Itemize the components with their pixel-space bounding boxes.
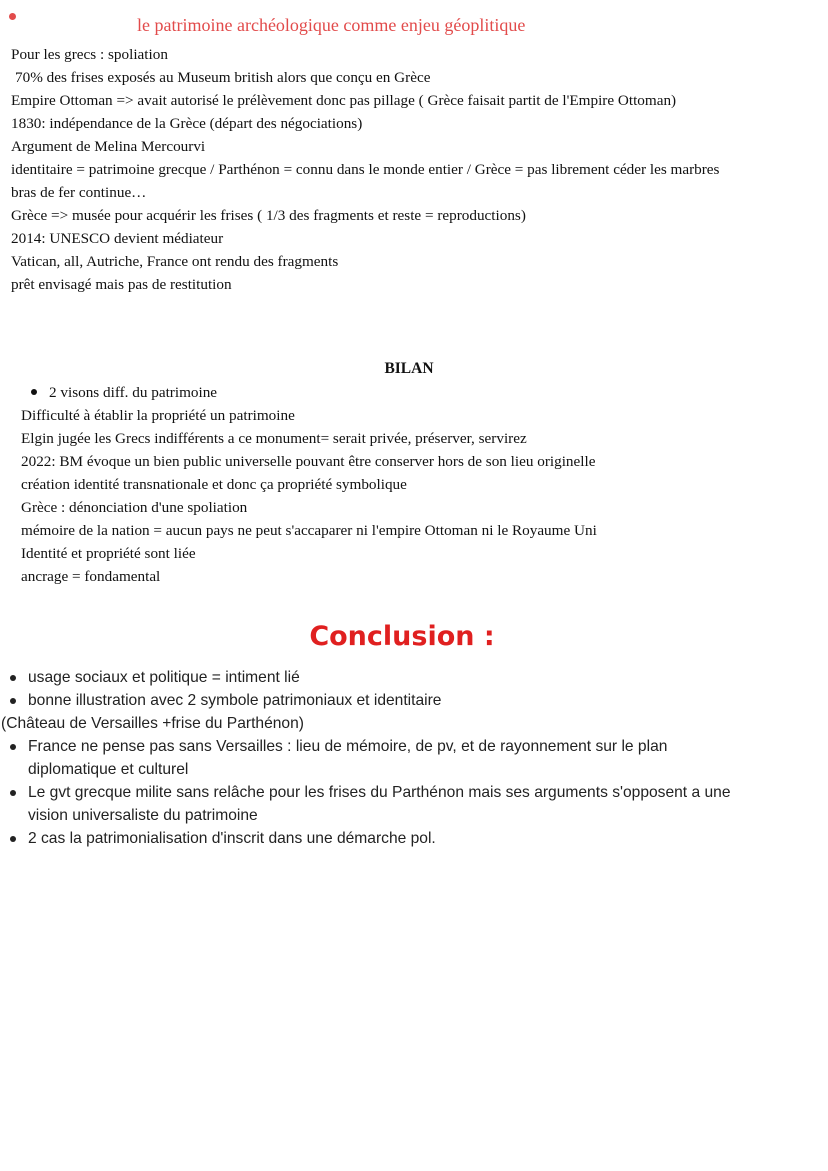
conclusion-bullet-4-line-2: vision universaliste du patrimoine xyxy=(28,807,258,824)
notes-line: identitaire = patrimoine grecque / Parthénon = connu dans le monde entier / Grèce = pas librement céder les marbres xyxy=(11,161,720,178)
section-notes xyxy=(11,43,811,296)
bilan-line: Grèce : dénonciation d'une spoliation xyxy=(21,499,248,516)
bullet-icon xyxy=(10,790,16,796)
bullet-icon xyxy=(10,698,16,704)
page-title: le patrimoine archéologique comme enjeu géoplitique xyxy=(137,15,526,35)
bilan-line: ancrage = fondamental xyxy=(21,568,161,585)
bullet-icon xyxy=(10,675,16,681)
bilan-line: Identité et propriété sont liée xyxy=(21,545,196,562)
conclusion-bullet-2: bonne illustration avec 2 symbole patrimoniaux et identitaire xyxy=(28,692,442,709)
notes-line: 70% des frises exposés au Museum british alors que conçu en Grèce xyxy=(15,69,431,86)
notes-line: 1830: indépendance de la Grèce (départ des négociations) xyxy=(11,115,363,132)
conclusion-bullet-3-line-2: diplomatique et culturel xyxy=(28,761,189,778)
notes-line: Empire Ottoman => avait autorisé le prélèvement donc pas pillage ( Grèce faisait partit de l'Empire Ottoman) xyxy=(11,92,677,109)
notes-line: Pour les grecs : spoliation xyxy=(11,46,168,63)
bilan-section xyxy=(21,404,811,588)
bilan-heading: BILAN xyxy=(384,360,434,377)
bilan-bullet-item xyxy=(31,381,217,404)
conclusion-heading: Conclusion : xyxy=(309,621,495,652)
bullet-icon xyxy=(10,744,16,750)
bilan-bullet-text: 2 visons diff. du patrimoine xyxy=(49,384,218,401)
conclusion-bullet-1: usage sociaux et politique = intiment lié xyxy=(28,669,300,686)
notes-line: Grèce => musée pour acquérir les frises ( 1/3 des fragments et reste = reproductions) xyxy=(11,207,526,224)
conclusion-bullet-3-line-1: France ne pense pas sans Versailles : lieu de mémoire, de pv, et de rayonnement sur le plan xyxy=(28,738,668,755)
title-bullet-icon xyxy=(9,13,16,20)
notes-line: Argument de Melina Mercourvi xyxy=(11,138,206,155)
bilan-line: Elgin jugée les Grecs indifférents a ce monument= serait privée, préserver, servirez xyxy=(21,430,527,447)
bilan-line: création identité transnationale et donc ça propriété symbolique xyxy=(21,476,407,493)
notes-line: Vatican, all, Autriche, France ont rendu des fragments xyxy=(11,253,339,270)
conclusion-bullet-4-line-1: Le gvt grecque milite sans relâche pour les frises du Parthénon mais ses arguments s'opposent a une xyxy=(28,784,731,801)
conclusion-bullet-5: 2 cas la patrimonialisation d'inscrit dans une démarche pol. xyxy=(28,830,436,847)
bilan-line: Difficulté à établir la propriété un patrimoine xyxy=(21,407,295,424)
bilan-line: 2022: BM évoque un bien public universelle pouvant être conserver hors de son lieu originelle xyxy=(21,453,596,470)
notes-line: 2014: UNESCO devient médiateur xyxy=(11,230,224,247)
conclusion-plain-line: (Château de Versailles +frise du Parthénon) xyxy=(1,715,304,732)
notes-line: bras de fer continue… xyxy=(11,184,147,201)
bullet-icon xyxy=(31,389,37,395)
notes-line: prêt envisagé mais pas de restitution xyxy=(11,276,232,293)
bilan-line: mémoire de la nation = aucun pays ne peut s'accaparer ni l'empire Ottoman ni le Royaume Uni xyxy=(21,522,597,539)
bullet-icon xyxy=(10,836,16,842)
